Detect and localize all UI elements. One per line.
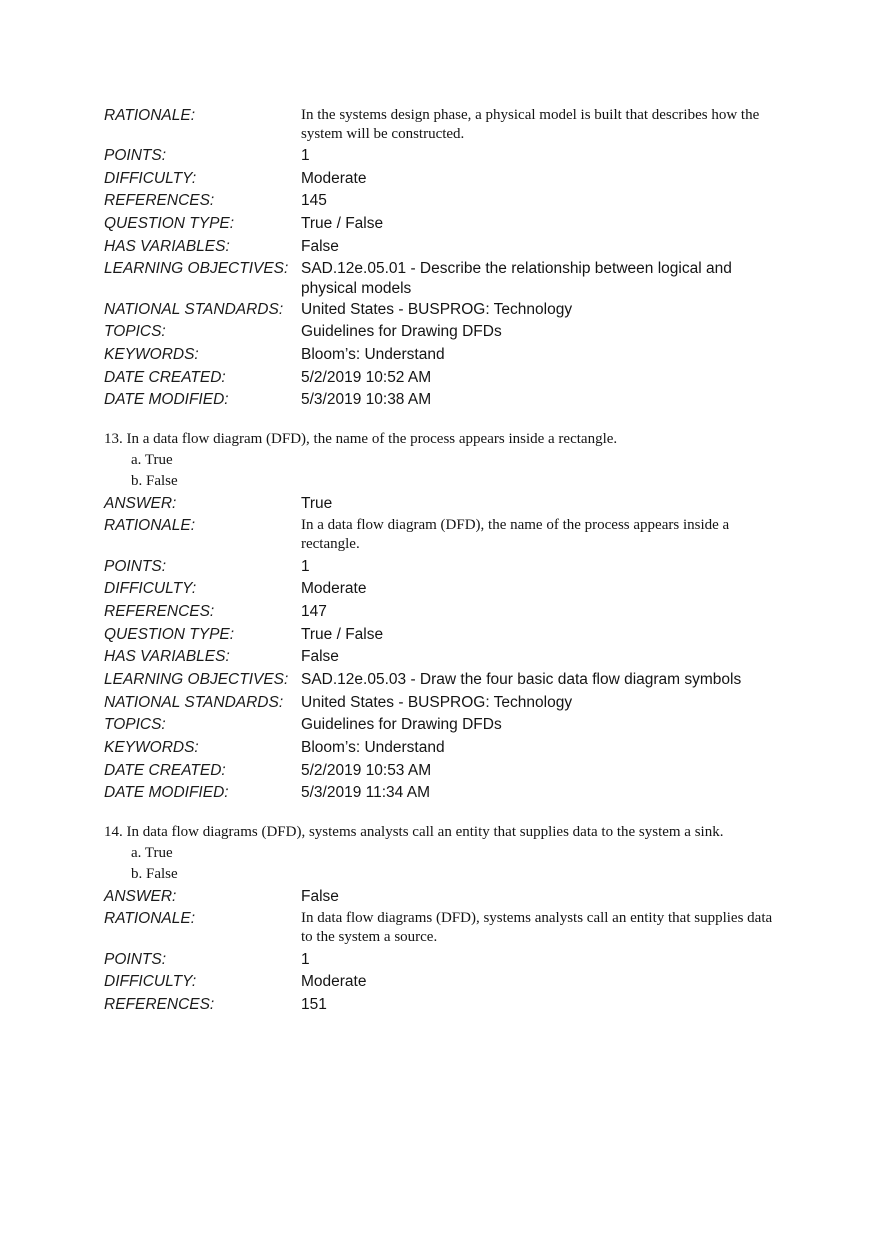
q14-points-row: [104, 950, 784, 974]
q13-references: 147: [301, 603, 327, 620]
difficulty-label: DIFFICULTY:: [104, 170, 197, 187]
q13-keywords-row: [104, 738, 784, 762]
q13-answer-row: [104, 494, 784, 518]
q13-points-row: [104, 557, 784, 581]
q14-answer: False: [301, 888, 339, 905]
rationale-label: RATIONALE:: [104, 910, 196, 927]
q12-has-variables: False: [301, 238, 339, 255]
q13-rationale-row: [104, 516, 784, 556]
points-label: POINTS:: [104, 951, 167, 968]
q14-references: 151: [301, 996, 327, 1013]
q13-learning-objectives-row: [104, 670, 784, 694]
has-variables-label: HAS VARIABLES:: [104, 648, 230, 665]
q13-has-variables: False: [301, 648, 339, 665]
q12-topics: Guidelines for Drawing DFDs: [301, 323, 502, 340]
q12-date-modified-row: [104, 390, 784, 414]
q12-national-standards-row: [104, 300, 784, 324]
points-label: POINTS:: [104, 147, 167, 164]
q13-question-text: 13. In a data flow diagram (DFD), the name of the process appears inside a rectangle.: [104, 431, 618, 447]
q13-option-a: a. True: [131, 452, 173, 468]
has-variables-label: HAS VARIABLES:: [104, 238, 230, 255]
q12-learning-objectives-row: [104, 259, 784, 299]
date-created-label: DATE CREATED:: [104, 762, 226, 779]
q12-references: 145: [301, 192, 327, 209]
q13-topics-row: [104, 715, 784, 739]
q14-references-row: [104, 995, 784, 1019]
q12-keywords-row: [104, 345, 784, 369]
q13-difficulty: Moderate: [301, 580, 367, 597]
q14-points: 1: [301, 951, 310, 968]
question-type-label: QUESTION TYPE:: [104, 215, 235, 232]
q13-answer: True: [301, 495, 333, 512]
topics-label: TOPICS:: [104, 323, 166, 340]
national-standards-label: NATIONAL STANDARDS:: [104, 301, 284, 318]
q12-date-created-row: [104, 368, 784, 392]
q14-difficulty-row: [104, 972, 784, 996]
difficulty-label: DIFFICULTY:: [104, 580, 197, 597]
q13-topics: Guidelines for Drawing DFDs: [301, 716, 502, 733]
q14-question-text: 14. In data flow diagrams (DFD), systems analysts call an entity that supplies data to the system a sink.: [104, 824, 724, 840]
q12-question-type-row: [104, 214, 784, 238]
q12-difficulty-row: [104, 169, 784, 193]
learning-objectives-label: LEARNING OBJECTIVES:: [104, 260, 289, 277]
date-created-label: DATE CREATED:: [104, 369, 226, 386]
topics-label: TOPICS:: [104, 716, 166, 733]
q13-national-standards-row: [104, 693, 784, 717]
q12-points: 1: [301, 147, 310, 164]
q12-difficulty: Moderate: [301, 170, 367, 187]
q12-keywords: Bloom’s: Understand: [301, 346, 445, 363]
q13-points: 1: [301, 558, 310, 575]
q14-option-a: a. True: [131, 845, 173, 861]
q12-learning-objectives: SAD.12e.05.01 - Describe the relationship between logical and physical models: [301, 260, 732, 297]
q12-date-modified: 5/3/2019 10:38 AM: [301, 391, 432, 408]
learning-objectives-label: LEARNING OBJECTIVES:: [104, 671, 289, 688]
keywords-label: KEYWORDS:: [104, 346, 199, 363]
q13-date-created-row: [104, 761, 784, 785]
q12-rationale: In the systems design phase, a physical model is built that describes how the system will be constructed.: [301, 107, 760, 142]
q12-national-standards: United States - BUSPROG: Technology: [301, 301, 573, 318]
q12-rationale-row: [104, 106, 784, 146]
answer-label: ANSWER:: [104, 495, 177, 512]
q14-option-b: b. False: [131, 866, 178, 882]
q12-references-row: [104, 191, 784, 215]
q13-date-modified-row: [104, 783, 784, 807]
q14-answer-row: [104, 887, 784, 911]
q13-question-type-row: [104, 625, 784, 649]
q12-topics-row: [104, 322, 784, 346]
references-label: REFERENCES:: [104, 192, 215, 209]
q14-rationale: In data flow diagrams (DFD), systems analysts call an entity that supplies data to the system a source.: [301, 910, 773, 945]
q13-difficulty-row: [104, 579, 784, 603]
answer-label: ANSWER:: [104, 888, 177, 905]
q12-has-variables-row: [104, 237, 784, 261]
q13-date-created: 5/2/2019 10:53 AM: [301, 762, 432, 779]
q13-has-variables-row: [104, 647, 784, 671]
date-modified-label: DATE MODIFIED:: [104, 391, 229, 408]
keywords-label: KEYWORDS:: [104, 739, 199, 756]
references-label: REFERENCES:: [104, 996, 215, 1013]
q13-references-row: [104, 602, 784, 626]
q12-date-created: 5/2/2019 10:52 AM: [301, 369, 432, 386]
q13-option-b: b. False: [131, 473, 178, 489]
q13-rationale: In a data flow diagram (DFD), the name of the process appears inside a rectangle.: [301, 517, 730, 552]
q13-learning-objectives: SAD.12e.05.03 - Draw the four basic data flow diagram symbols: [301, 671, 742, 688]
rationale-label: RATIONALE:: [104, 517, 196, 534]
q13-question-type: True / False: [301, 626, 384, 643]
rationale-label: RATIONALE:: [104, 107, 196, 124]
question-type-label: QUESTION TYPE:: [104, 626, 235, 643]
q13-date-modified: 5/3/2019 11:34 AM: [301, 784, 430, 801]
q14-rationale-row: [104, 909, 784, 949]
q12-question-type: True / False: [301, 215, 384, 232]
references-label: REFERENCES:: [104, 603, 215, 620]
difficulty-label: DIFFICULTY:: [104, 973, 197, 990]
date-modified-label: DATE MODIFIED:: [104, 784, 229, 801]
q13-national-standards: United States - BUSPROG: Technology: [301, 694, 573, 711]
q14-difficulty: Moderate: [301, 973, 367, 990]
q12-points-row: [104, 146, 784, 170]
q13-keywords: Bloom’s: Understand: [301, 739, 445, 756]
points-label: POINTS:: [104, 558, 167, 575]
national-standards-label: NATIONAL STANDARDS:: [104, 694, 284, 711]
